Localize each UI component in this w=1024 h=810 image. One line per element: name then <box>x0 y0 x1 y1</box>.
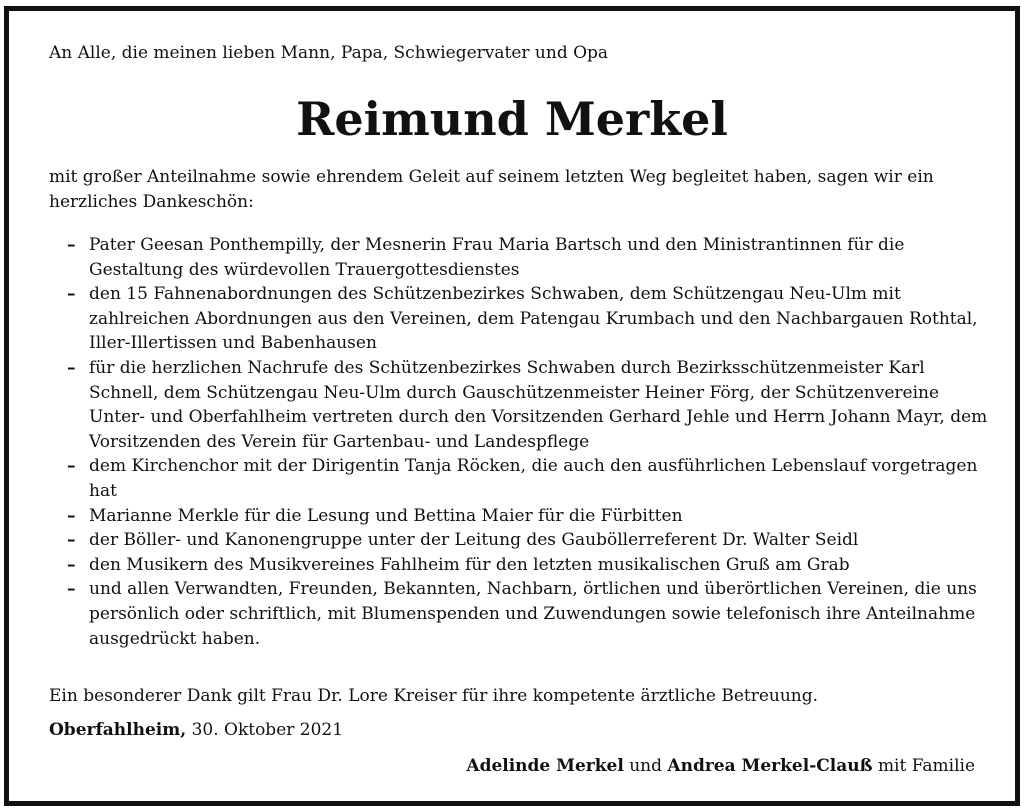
dash-bullet: – <box>67 284 76 305</box>
dash-bullet: – <box>67 357 76 378</box>
thanks-item-text: dem Kirchenchor mit der Dirigentin Tanja Röcken, die auch den ausführlichen Lebenslauf vorgetragen hat <box>89 456 978 501</box>
dash-bullet: – <box>67 505 76 526</box>
obituary-notice <box>4 6 1020 806</box>
thanks-item <box>49 553 989 578</box>
intro-text: An Alle, die meinen lieben Mann, Papa, Schwiegervater und Opa <box>49 43 609 63</box>
thanks-item <box>49 577 989 651</box>
deceased-name: Reimund Merkel <box>296 92 728 146</box>
signer-1: Adelinde Merkel <box>466 756 624 776</box>
thanks-item-text: den 15 Fahnenabordnungen des Schützenbezirkes Schwaben, dem Schützengau Neu-Ulm mit zahlreichen Abordnungen aus den Vereinen, dem Patengau Krumbach und den Nachbargauen Rothtal, Iller-Illertissen und Babenhausen <box>89 284 978 354</box>
signature-suffix: mit Familie <box>877 756 975 776</box>
thanks-item-text: Pater Geesan Ponthempilly, der Mesnerin Frau Maria Bartsch und den Ministrantinnen für die Gestaltung des würdevollen Trauergottesdienstes <box>89 235 905 280</box>
place: Oberfahlheim, <box>49 720 187 740</box>
thanks-item-text: für die herzlichen Nachrufe des Schützenbezirkes Schwaben durch Bezirksschützenmeister Karl Schnell, dem Schützengau Neu-Ulm durch Gauschützenmeister Heiner Förg, der Schützenvereine Unter- und Oberfahlheim vertreten durch den Vorsitzenden Gerhard Jehle und Herrn Johann Mayr, dem Vorsitzenden des Verein für Gartenbau- und Landespflege <box>89 357 988 452</box>
thanks-item <box>49 454 989 503</box>
dash-bullet: – <box>67 235 76 255</box>
thanks-item-text: und allen Verwandten, Freunden, Bekannten, Nachbarn, örtlichen und überörtlichen Vereinen, die uns persönlich oder schriftlich, mit Blumenspenden und Zuwendungen sowie telefonisch ihre Anteilnahme ausgedrückt haben. <box>89 579 977 649</box>
thanks-item-text: Marianne Merkle für die Lesung und Bettina Maier für die Fürbitten <box>89 505 683 526</box>
thanks-item <box>49 356 989 454</box>
signature-connector: und <box>629 756 662 776</box>
dash-bullet: – <box>67 579 76 600</box>
special-thanks: Ein besonderer Dank gilt Frau Dr. Lore Kreiser für ihre kompetente ärztliche Betreuung. <box>49 686 819 706</box>
lead-text: mit großer Anteilnahme sowie ehrendem Geleit auf seinem letzten Weg begleitet haben, sagen wir ein herzliches Dankeschön: <box>49 167 934 212</box>
signature <box>466 754 975 778</box>
signer-2: Andrea Merkel-Clauß <box>667 756 873 776</box>
dash-bullet: – <box>67 456 76 477</box>
thanks-list <box>49 233 989 651</box>
thanks-item-text: der Böller- und Kanonengruppe unter der Leitung des Gauböllerreferent Dr. Walter Seidl <box>89 530 859 551</box>
dash-bullet: – <box>67 530 76 551</box>
thanks-item <box>49 504 989 529</box>
date: 30. Oktober 2021 <box>191 720 344 740</box>
place-date <box>49 718 343 742</box>
thanks-item <box>49 282 989 356</box>
dash-bullet: – <box>67 554 76 575</box>
thanks-item <box>49 528 989 553</box>
thanks-item <box>49 233 989 282</box>
thanks-item-text: den Musikern des Musikvereines Fahlheim für den letzten musikalischen Gruß am Grab <box>89 554 850 575</box>
